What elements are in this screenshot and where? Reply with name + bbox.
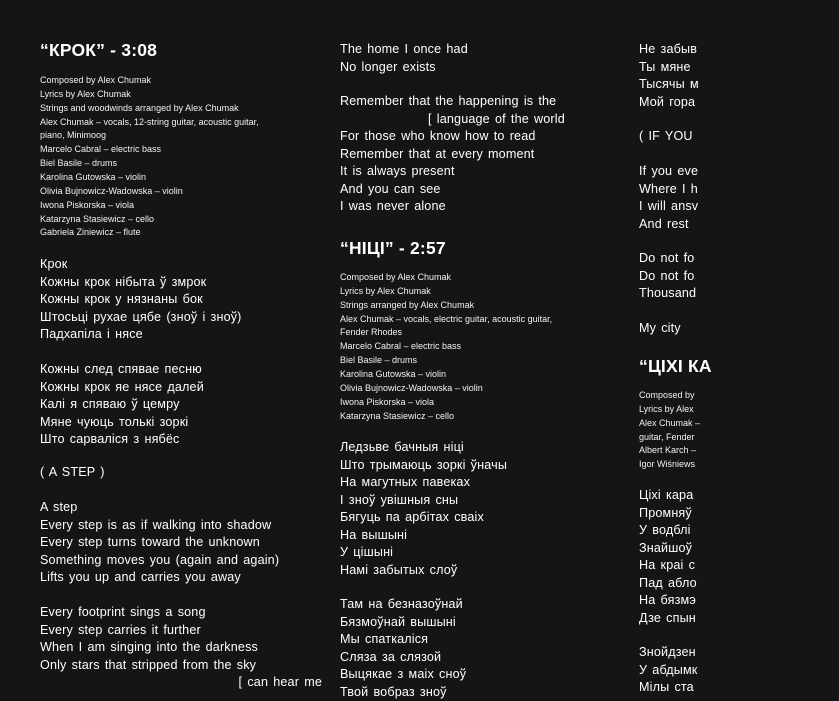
lyric-line: Тысячы м	[639, 77, 699, 91]
lyric-line: Твой вобраз зноў	[340, 684, 447, 699]
credit-line: Lyrics by Alex	[639, 403, 694, 414]
lyric-line: Мой гора	[639, 94, 696, 109]
lyric-line: I will ansv	[639, 199, 699, 213]
credit-line: piano, Minimoog	[40, 130, 107, 141]
credit-line: Katarzyna Stasiewicz – cello	[340, 410, 455, 421]
lyric-line: I was never alone	[340, 199, 446, 213]
lyric-line: У цішыні	[340, 545, 394, 559]
lyric-line: Знайшоў	[639, 540, 693, 555]
lyric-line: Дзе спын	[639, 610, 696, 625]
lyric-line: Every step turns toward the unknown	[40, 535, 260, 549]
lyric-line: Every step carries it further	[40, 622, 201, 637]
credit-line: Lyrics by Alex Chumak	[340, 285, 431, 296]
lyric-line: It is always present	[340, 164, 455, 178]
lyric-line: Крок	[40, 257, 68, 271]
lyric-line: Thousand	[639, 286, 697, 300]
lyric-line: У водблі	[639, 523, 691, 537]
lyric-line: Мілы ста	[639, 680, 694, 694]
credit-line: Biel Basile – drums	[40, 158, 118, 169]
credit-line: Karolina Gutowska – violin	[340, 368, 447, 379]
lyric-line: На магутных павеках	[340, 475, 471, 489]
lyric-line: And rest	[639, 216, 689, 231]
lyric-line: Ледзьве бачныя ніці	[340, 440, 464, 454]
lyric-line: Пад абло	[639, 575, 697, 590]
lyric-line: Кожны крок нібыта ў змрок	[40, 274, 207, 289]
lyric-line: Не забыв	[639, 42, 698, 56]
song-title: “КРОК” - 3:08	[40, 40, 158, 60]
lyric-line: Знойдзен	[639, 645, 696, 659]
lyric-line: Something moves you (again and again)	[40, 552, 280, 567]
lyric-line: Падхапіла і нясе	[40, 327, 143, 341]
lyric-line: Сляза за слязой	[340, 649, 442, 664]
lyric-line: На бязмэ	[639, 593, 696, 607]
credit-line: Olivia Bujnowicz-Wadowska – violin	[40, 185, 183, 196]
lyric-line: [ can hear me	[238, 675, 322, 689]
lyric-line: Бягуць па арбітах сваіх	[340, 510, 484, 524]
song-title: “ЦІХІ КА	[639, 356, 712, 376]
lyric-line: Remember that the happening is the	[340, 94, 557, 108]
lyric-line: Ты мяне	[639, 59, 691, 74]
lyric-line: Ціхі кара	[639, 488, 694, 502]
lyric-line: Што трымаюць зоркі ўначы	[340, 457, 508, 472]
credit-line: Biel Basile – drums	[340, 355, 418, 366]
credit-line: guitar, Fender	[639, 431, 695, 442]
credit-line: Gabriela Ziniewicz – flute	[40, 227, 141, 238]
credit-line: Marcelo Cabral – electric bass	[40, 144, 162, 155]
credit-line: Igor Wiśniews	[639, 459, 696, 470]
lyric-line: На краі с	[639, 558, 696, 572]
lyric-line: Where I h	[639, 181, 698, 196]
lyric-line: Мы спаткаліся	[340, 632, 429, 646]
lyric-line: If you eve	[639, 164, 699, 178]
lyric-line: Do not fo	[639, 251, 695, 265]
lyric-line: When I am singing into the darkness	[40, 640, 258, 654]
lyric-line: Што сарваліся з нябёс	[40, 432, 180, 446]
lyric-line: [ language of the world	[428, 111, 565, 126]
lyric-line: Only stars that stripped from the sky	[40, 657, 257, 672]
credit-line: Composed by	[639, 390, 695, 400]
lyric-line: І зноў увішныя сны	[340, 492, 459, 507]
lyric-line: Кожны след спявае песню	[40, 362, 202, 376]
credit-line: Lyrics by Alex Chumak	[40, 88, 131, 99]
lyric-line: No longer exists	[340, 59, 436, 74]
lyric-line: Там на безназоўнай	[340, 597, 463, 611]
credit-line: Karolina Gutowska – violin	[40, 171, 147, 182]
lyric-line: Бязмоўнай вышыні	[340, 614, 456, 629]
credit-line: Strings and woodwinds arranged by Alex Chumak	[40, 102, 239, 113]
lyric-line: Кожны крок яе нясе далей	[40, 379, 204, 394]
lyric-line: Do not fo	[639, 268, 695, 283]
lyric-line: Выцякае з маіх сноў	[340, 667, 467, 681]
lyric-line: Намі забытых слоў	[340, 562, 458, 577]
lyric-line: У абдымк	[639, 662, 698, 677]
song-title: “НІЦІ” - 2:57	[340, 238, 446, 258]
credit-line: Olivia Bujnowicz-Wadowska – violin	[340, 382, 483, 393]
lyric-line: Кожны крок у нязнаны бок	[40, 292, 203, 306]
credit-line: Fender Rhodes	[340, 327, 403, 338]
credit-line: Composed by Alex Chumak	[340, 272, 452, 282]
credit-line: Katarzyna Stasiewicz – cello	[40, 213, 155, 224]
lyric-line: Промняў	[639, 505, 692, 520]
lyric-line: Мяне чуюць толькі зоркі	[40, 414, 189, 429]
credit-line: Iwona Piskorska – viola	[340, 396, 435, 407]
lyric-line: На вышыні	[340, 527, 408, 542]
lyric-line: Lifts you up and carries you away	[40, 570, 241, 584]
lyric-line: Калі я спяваю ў цемру	[40, 397, 180, 411]
lyric-line: Every footprint sings a song	[40, 605, 206, 619]
credit-line: Composed by Alex Chumak	[40, 75, 152, 85]
lyric-line: The home I once had	[340, 42, 468, 56]
lyric-line: Штосьці рухае цябе (зноў і зноў)	[40, 309, 242, 324]
credit-line: Alex Chumak – vocals, 12-string guitar, acoustic guitar,	[40, 116, 259, 127]
lyric-line: ( A STEP )	[40, 465, 105, 479]
lyric-line: ( IF YOU	[639, 129, 693, 143]
lyric-line: Every step is as if walking into shadow	[40, 517, 272, 532]
lyric-line: Remember that at every moment	[340, 146, 535, 161]
credit-line: Alex Chumak – vocals, electric guitar, acoustic guitar,	[340, 313, 553, 324]
credit-line: Iwona Piskorska – viola	[40, 199, 135, 210]
lyric-line: A step	[40, 500, 78, 514]
credit-line: Strings arranged by Alex Chumak	[340, 299, 475, 310]
credit-line: Marcelo Cabral – electric bass	[340, 341, 462, 352]
lyric-line: And you can see	[340, 181, 441, 196]
credit-line: Albert Karch –	[639, 445, 697, 456]
lyric-line: For those who know how to read	[340, 129, 536, 143]
lyric-line: My city	[639, 321, 681, 335]
credit-line: Alex Chumak –	[639, 417, 701, 428]
